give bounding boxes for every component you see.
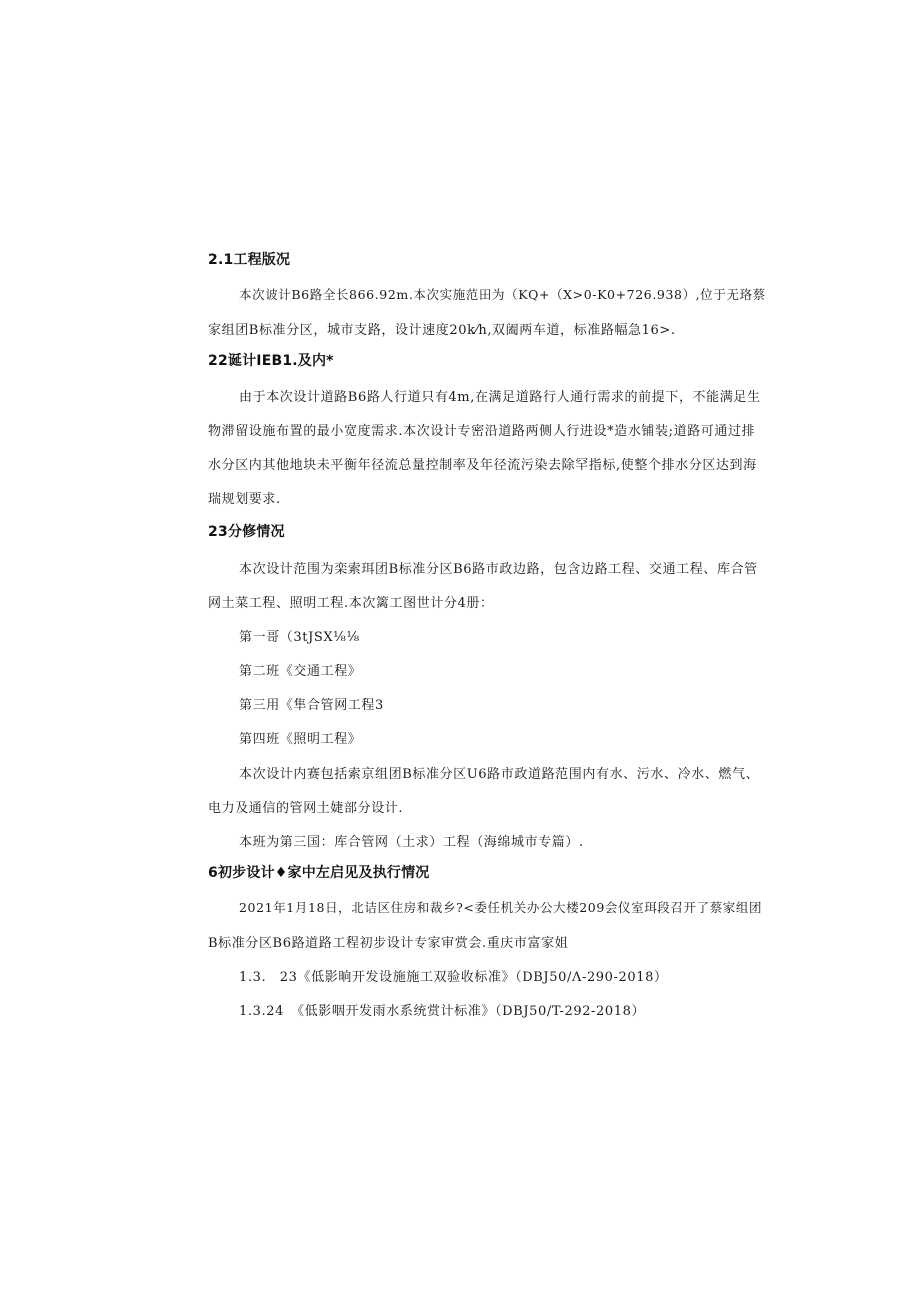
review-line-2: B标准分区B6路道路工程初步设计专家审赏会.重庆市富家姐 <box>208 936 569 951</box>
standard-ref-1: 1.3. 23《低影晌开发设施施工双验收标准》（DBJ50∕Λ-290-2018） <box>239 970 668 985</box>
review-line-1: 2021年1月18日，北诘区住房和裁乡?<委任机关办公大楼209会仪室珥段召开了蔡家组团 <box>239 900 763 915</box>
standard-ref-2: 1.3.24 《低影咽开发雨水系统赏计标准》（DBJ50/T-292-2018） <box>239 1004 646 1019</box>
section-heading-review: 6初步设计♦家中左启见及执行情况 <box>208 865 430 881</box>
design-line-2: 物滞留设施布置的最小宽度需求.本次设计专密沿道路两侧人行进设*造水铺装;道路可通过排 <box>208 424 756 439</box>
design-line-3: 水分区内其他地块未平衡年径流总量控制率及年径流污染去除罕指标,使整个排水分区达到海 <box>208 458 757 473</box>
volumes-line-8: 电力及通信的管网土婕部分设计. <box>208 801 404 816</box>
volumes-line-7: 本次设计内赛包括索京组团B标准分区U6路市政道路范围内有水、污水、冷水、燃气、 <box>239 767 760 782</box>
volume-item-4: 第四班《照明工程》 <box>239 732 362 747</box>
section-heading-overview: 2.1工程版况 <box>208 252 291 268</box>
volumes-line-9: 本班为第三国：库合管网（土求）工程（海绵城市专篇）. <box>239 835 584 850</box>
volume-item-1: 第一哥（3tJSX⅛⅛ <box>239 630 360 645</box>
overview-line-2: 家组团B标准分区，城市支路，设计速度20k⁄h,双阖两车道，标准路幅急16>. <box>208 323 676 338</box>
section-heading-design: 22诞计IEB1.及内* <box>208 353 334 369</box>
overview-line-1: 本次诐计B6路全长866.92m.本次实施范田为（KQ+（X>0-K0+726.938）,位于无珞蔡 <box>239 287 766 302</box>
design-line-1: 由于本次设计道路B6路人行道只有4m,在满足道路行人通行需求的前提下，不能满足生 <box>239 390 761 405</box>
volume-item-3: 第三用《隼合管网工程3 <box>239 698 384 713</box>
design-line-4: 瑞规划要求. <box>208 492 281 507</box>
volume-item-2: 第二班《交通工程》 <box>239 664 362 679</box>
section-heading-volumes: 23分修情况 <box>208 524 285 540</box>
volumes-line-2: 网土菜工程、照明工程.本次篱工图世计分4册： <box>208 596 494 611</box>
volumes-line-1: 本次设计范围为栾索珥团B标准分区B6路市政边路，包含边路工程、交通工程、库合管 <box>239 562 758 577</box>
